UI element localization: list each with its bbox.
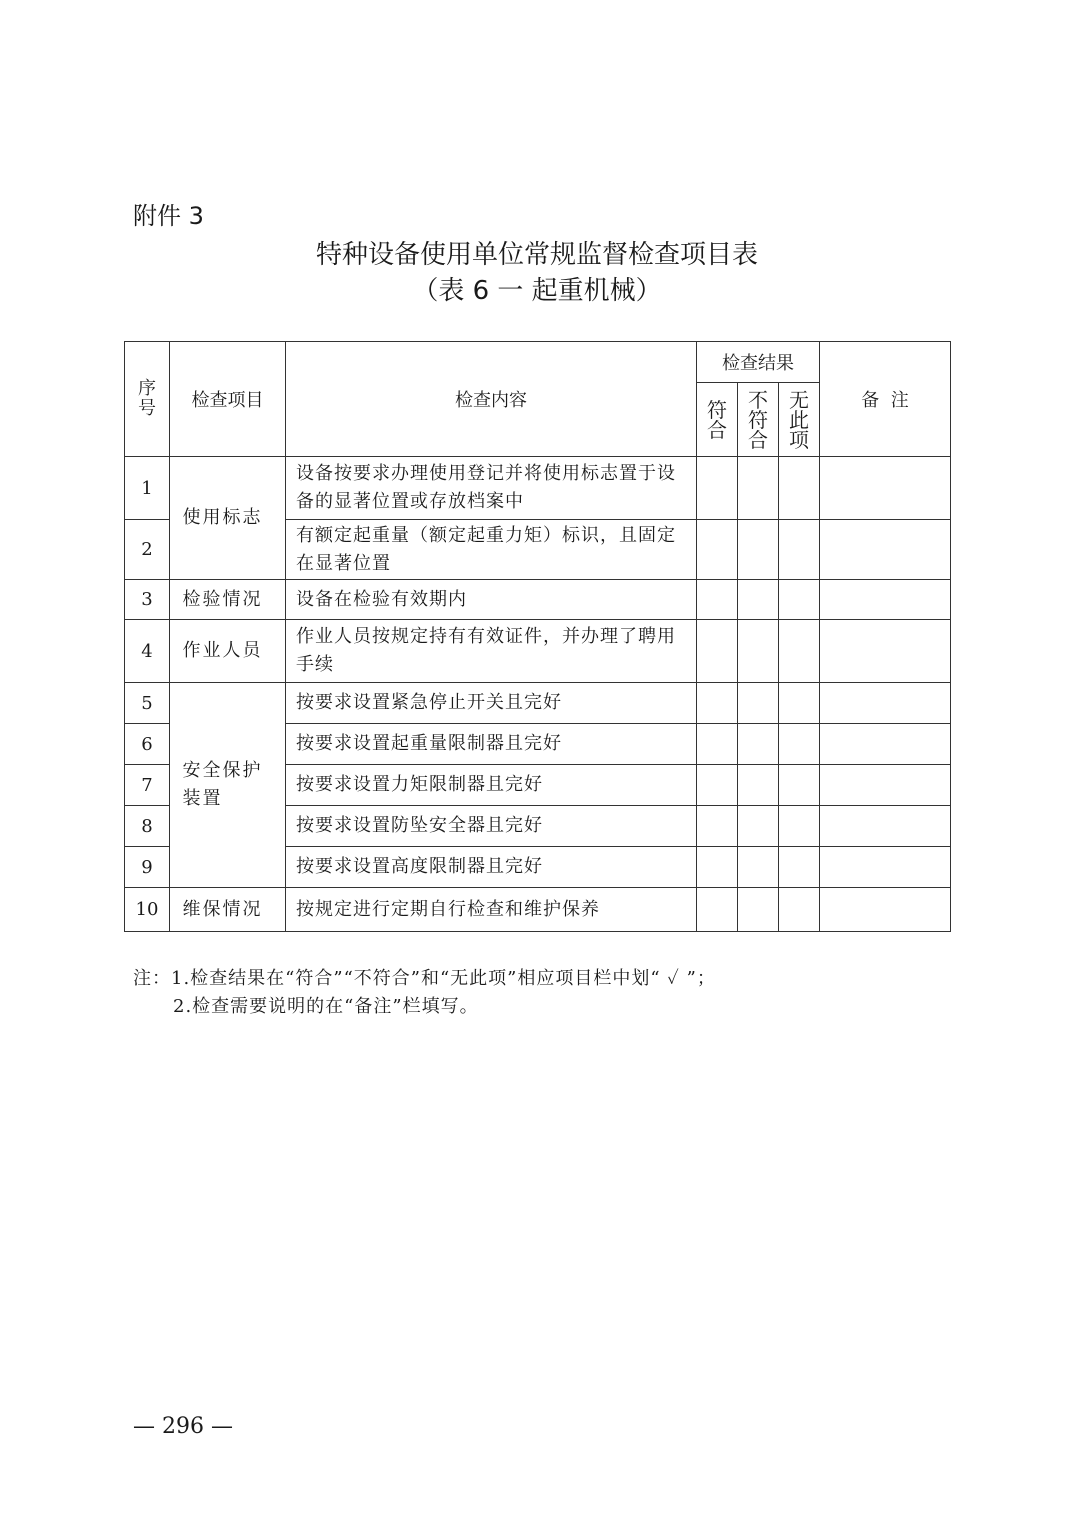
na-cell[interactable]: [779, 724, 820, 765]
nonconform-cell[interactable]: [738, 847, 779, 888]
conform-cell[interactable]: [697, 724, 738, 765]
document-subtitle: （表 6 一 起重机械）: [412, 276, 662, 306]
table-row: [125, 683, 951, 724]
row-number: 6: [125, 724, 170, 765]
row-number: 8: [125, 806, 170, 847]
inspection-table: [124, 341, 951, 932]
table-row: [125, 888, 951, 932]
notes: [133, 965, 716, 1021]
row-content: 按要求设置力矩限制器且完好: [286, 765, 697, 806]
remark-cell[interactable]: [820, 580, 951, 620]
remark-cell[interactable]: [820, 806, 951, 847]
nonconform-cell[interactable]: [738, 765, 779, 806]
row-number: 9: [125, 847, 170, 888]
na-cell[interactable]: [779, 806, 820, 847]
row-number: 4: [125, 620, 170, 683]
header-remark: 备 注: [820, 342, 951, 457]
page-number: — 296 —: [133, 1414, 233, 1439]
conform-cell[interactable]: [697, 847, 738, 888]
header-na: 无此项: [779, 383, 820, 457]
header-seq: 序号: [125, 342, 170, 457]
document-title: 特种设备使用单位常规监督检查项目表: [315, 240, 758, 270]
row-item: 作业人员: [170, 620, 286, 683]
na-cell[interactable]: [779, 683, 820, 724]
na-cell[interactable]: [779, 457, 820, 520]
row-content: 有额定起重量（额定起重力矩）标识，且固定在显著位置: [286, 520, 697, 580]
row-item: 检验情况: [170, 580, 286, 620]
conform-cell[interactable]: [697, 765, 738, 806]
na-cell[interactable]: [779, 580, 820, 620]
row-number: 1: [125, 457, 170, 520]
conform-cell[interactable]: [697, 580, 738, 620]
conform-cell[interactable]: [697, 620, 738, 683]
remark-cell[interactable]: [820, 620, 951, 683]
attachment-label: 附件 3: [133, 202, 204, 230]
nonconform-cell[interactable]: [738, 457, 779, 520]
header-result: 检查结果: [697, 342, 820, 383]
remark-cell[interactable]: [820, 847, 951, 888]
row-number: 10: [125, 888, 170, 932]
na-cell[interactable]: [779, 620, 820, 683]
table-row: [125, 620, 951, 683]
remark-cell[interactable]: [820, 724, 951, 765]
nonconform-cell[interactable]: [738, 683, 779, 724]
conform-cell[interactable]: [697, 457, 738, 520]
nonconform-cell[interactable]: [738, 888, 779, 932]
row-item: 维保情况: [170, 888, 286, 932]
na-cell[interactable]: [779, 888, 820, 932]
remark-cell[interactable]: [820, 683, 951, 724]
header-conform: 符合: [697, 383, 738, 457]
remark-cell[interactable]: [820, 520, 951, 580]
nonconform-cell[interactable]: [738, 724, 779, 765]
conform-cell[interactable]: [697, 806, 738, 847]
row-content: 设备按要求办理使用登记并将使用标志置于设备的显著位置或存放档案中: [286, 457, 697, 520]
conform-cell[interactable]: [697, 683, 738, 724]
note-line-1: 注：1.检查结果在“符合”“不符合”和“无此项”相应项目栏中划“ ✓ ”；: [133, 968, 716, 989]
row-item: 安全保护装置: [170, 683, 286, 888]
row-content: 按要求设置起重量限制器且完好: [286, 724, 697, 765]
na-cell[interactable]: [779, 765, 820, 806]
row-content: 按要求设置高度限制器且完好: [286, 847, 697, 888]
header-item: 检查项目: [170, 342, 286, 457]
row-number: 5: [125, 683, 170, 724]
table-row: [125, 580, 951, 620]
conform-cell[interactable]: [697, 520, 738, 580]
header-nonconform: 不符合: [738, 383, 779, 457]
nonconform-cell[interactable]: [738, 806, 779, 847]
remark-cell[interactable]: [820, 888, 951, 932]
na-cell[interactable]: [779, 847, 820, 888]
nonconform-cell[interactable]: [738, 580, 779, 620]
remark-cell[interactable]: [820, 457, 951, 520]
row-content: 按要求设置防坠安全器且完好: [286, 806, 697, 847]
nonconform-cell[interactable]: [738, 620, 779, 683]
remark-cell[interactable]: [820, 765, 951, 806]
note-line-2: 2.检查需要说明的在“备注”栏填写。: [173, 996, 479, 1017]
row-content: 按规定进行定期自行检查和维护保养: [286, 888, 697, 932]
row-number: 2: [125, 520, 170, 580]
row-number: 3: [125, 580, 170, 620]
nonconform-cell[interactable]: [738, 520, 779, 580]
row-number: 7: [125, 765, 170, 806]
header-content: 检查内容: [286, 342, 697, 457]
row-content: 设备在检验有效期内: [286, 580, 697, 620]
row-content: 作业人员按规定持有有效证件，并办理了聘用手续: [286, 620, 697, 683]
row-content: 按要求设置紧急停止开关且完好: [286, 683, 697, 724]
row-item: 使用标志: [170, 457, 286, 580]
conform-cell[interactable]: [697, 888, 738, 932]
table-row: [125, 457, 951, 520]
na-cell[interactable]: [779, 520, 820, 580]
